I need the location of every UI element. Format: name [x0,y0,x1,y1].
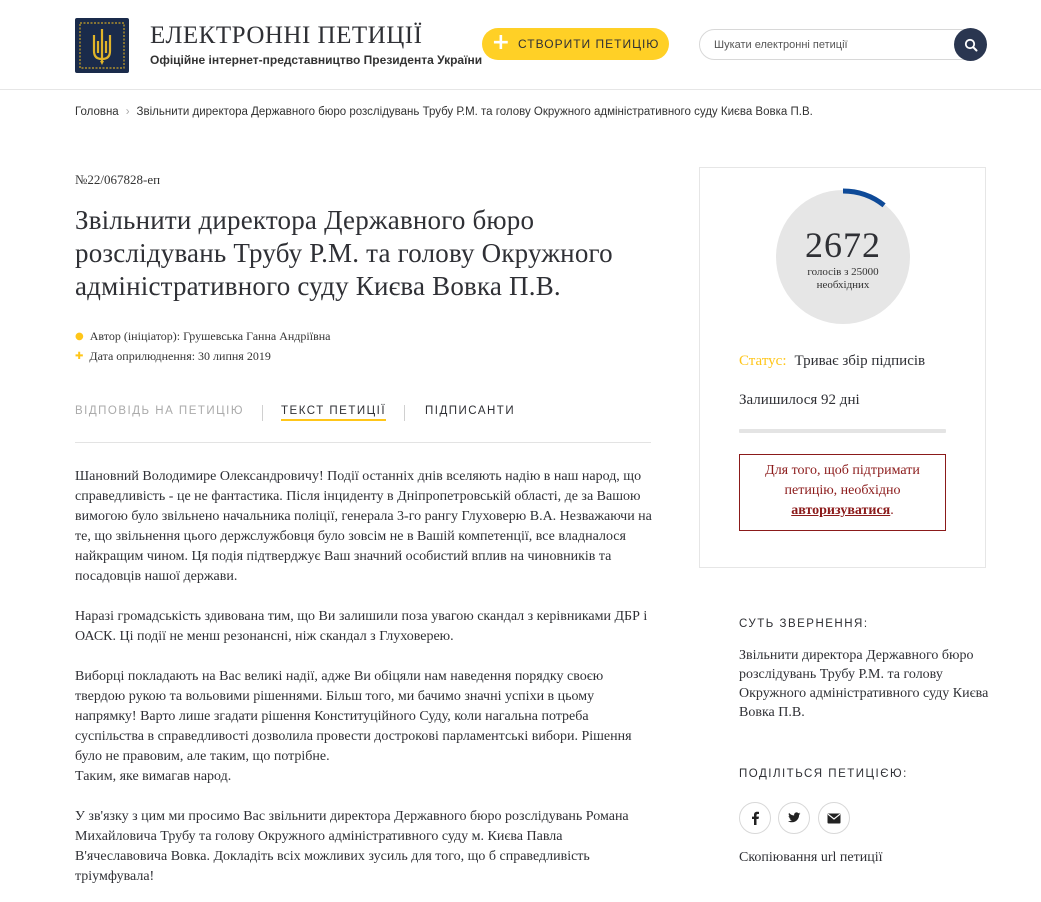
petition-paragraph: Виборці покладають на Вас великі надії, адже Ви обіцяли нам наведення порядку своєю твердою рукою та вольовими рішеннями. Більш того, ми бачимо значні успіхи в цьому напрямку! Варто лише згадати рішення Конституційного Суду, коли нагальна потреба суспільства в справедливості дозволила провести дострокові парламентські вибори. Рішення було не правовим, але таким, що потрібне. [75,669,632,764]
days-remaining: Залишилося 92 дні [739,392,860,408]
facebook-icon [749,811,761,825]
search-icon [964,38,978,52]
user-icon: ● [75,331,84,342]
breadcrumb [75,106,813,118]
plus-icon: + [491,30,511,55]
auth-text: Для того, щоб підтримати петицію, необхідно [765,463,920,498]
petition-date [75,349,271,364]
copy-url-link[interactable]: Скопіювання url петиції [739,850,883,865]
petition-text [75,467,655,902]
twitter-icon [787,812,801,824]
breadcrumb-current: Звільнити директора Державного бюро розслідувань Трубу Р.М. та голову Окружного адміністративного суду Києва Вовка П.В. [136,106,813,118]
tab-divider [404,405,405,421]
auth-link[interactable]: авторизуватися [791,503,891,518]
tab-text[interactable]: ТЕКСТ ПЕТИЦІЇ [281,405,386,421]
petition-number: №22/067828-еп [75,172,161,187]
auth-notice [739,454,946,531]
essence-text: Звільнити директора Державного бюро розслідувань Трубу Р.М. та голову Окружного адміністративного суду Києва Вовка П.В. [739,648,989,720]
site-title[interactable]: ЕЛЕКТРОННІ ПЕТИЦІЇ [150,22,423,49]
petition-title: Звільнити директора Державного бюро розслідувань Трубу Р.М. та голову Окружного адміністративного суду Києва Вовка П.В. [75,205,613,301]
status-value: Триває збір підписів [794,353,926,369]
petition-author [75,329,331,344]
share-twitter-button[interactable] [778,802,810,834]
create-petition-label: СТВОРИТИ ПЕТИЦІЮ [518,37,660,51]
tab-response[interactable]: ВІДПОВІДЬ НА ПЕТИЦІЮ [75,405,244,417]
votes-progress-circle [774,188,912,326]
votes-needed: голосів з 25000 необхідних [807,266,879,291]
tab-divider [262,405,263,421]
status-row [739,353,925,370]
site-subtitle: Офіційне інтернет-представництво Президента України [150,53,483,67]
essence-heading: СУТЬ ЗВЕРНЕННЯ: [739,618,869,630]
date-text: Дата оприлюднення: 30 липня 2019 [89,349,271,363]
search-button[interactable] [954,28,987,61]
plus-small-icon: ✚ [75,351,84,362]
share-email-button[interactable] [818,802,850,834]
time-progress-bar [739,429,946,433]
site-header [0,0,1041,90]
petition-tabs [75,405,651,443]
petition-paragraph: Таким, яке вимагав народ. [75,769,232,784]
breadcrumb-home[interactable]: Головна [75,106,119,118]
chevron-right-icon: › [125,106,130,118]
search-box [699,29,986,60]
email-icon [827,813,841,824]
petition-paragraph: У зв'язку з цим ми просимо Вас звільнити директора Державного бюро розслідувань Романа Михайловича Трубу та голову Окружного адміністративного суду м. Києва Павла В'ячеславовича Вовка. Докладіть всіх можливих зусиль для того, що б справедливість тріумфувала! [75,809,629,884]
search-input[interactable] [714,37,944,53]
petition-paragraph: Наразі громадськість здивована тим, що Ви залишили поза увагою скандал з керівниками ДБР і ОАСК. Ці події не менш резонансні, ніж скандал з Глуховерею. [75,609,648,644]
trident-icon [78,21,126,70]
share-heading: ПОДІЛІТЬСЯ ПЕТИЦІЄЮ: [739,768,908,780]
create-petition-button[interactable] [482,28,669,60]
share-facebook-button[interactable] [739,802,771,834]
auth-suffix: . [890,503,894,518]
petition-paragraph: Шановний Володимире Олександровичу! Події останніх днів вселяють надію в наш народ, що справедливість - це не фантастика. Після інциденту в Дніпропетровській області, де за Вашою вимогою було звільнено начальника поліції, генерала 3-го рангу Глуховерю В.А. Незважаючи на те, що звільнення цього держслужбовця було зовсім не в Вашій компетенції, все владналося найкращим чином. Ця подія підтверджує Ваш значний особистий вплив на чиновників та посадовців нашої держави. [75,469,652,584]
petition-status-panel [699,167,986,568]
author-text: Автор (ініціатор): Грушевська Ганна Андріївна [89,329,331,343]
tab-signers[interactable]: ПІДПИСАНТИ [425,405,516,417]
coat-of-arms-logo[interactable] [75,18,129,73]
votes-count: 2672 [805,225,881,265]
status-label: Статус: [739,353,787,369]
